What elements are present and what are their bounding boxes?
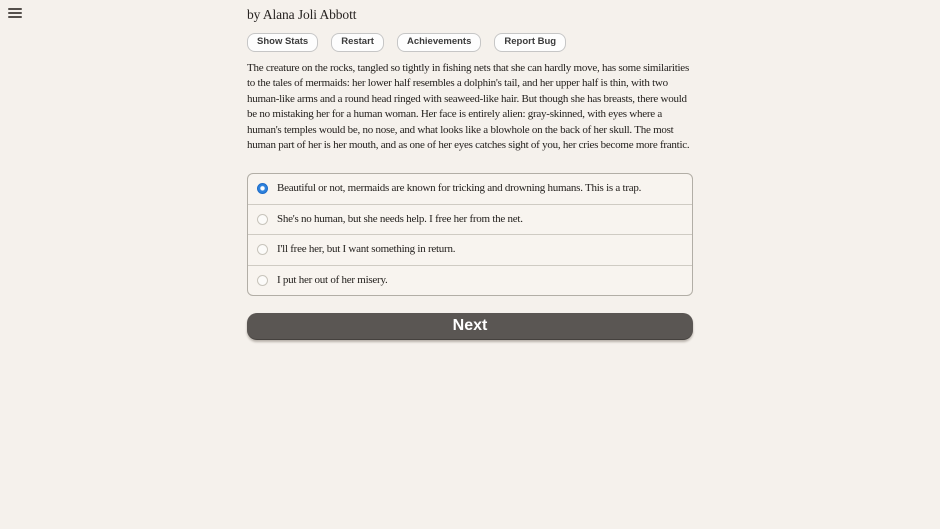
radio-button-icon[interactable] [257,244,268,255]
choice-group [247,173,693,296]
author-byline: by Alana Joli Abbott [247,7,357,22]
hamburger-bar [8,12,22,14]
choice-option[interactable] [248,204,692,235]
choice-label: She's no human, but she needs help. I free her from the net. [277,212,523,225]
choice-option[interactable] [248,174,692,204]
restart-button[interactable]: Restart [331,33,384,52]
hamburger-bar [8,16,22,18]
choice-label: I'll free her, but I want something in return. [277,243,456,256]
story-paragraph: The creature on the rocks, tangled so tightly in fishing nets that she can hardly move, has some similarities to the tales of mermaids: her lower half resembles a dolphin's tail, and her upper half is thin, with two human-like arms and a round head ringed with seaweed-like hair. But though she has breasts, there would be no mistaking her for a human woman. Her face is entirely alien: gray-skinned, with eyes where a human's temples would be, no nose, and what looks like a blowhole on the back of her skull. The most human part of her is her mouth, and as one of her eyes catches sight of you, her cries become more frantic. [247,61,690,152]
choice-option[interactable] [248,234,692,265]
radio-button-icon[interactable] [257,183,268,194]
game-toolbar [247,33,693,52]
radio-button-icon[interactable] [257,275,268,286]
show-stats-button[interactable]: Show Stats [247,33,318,52]
hamburger-menu-icon[interactable] [8,8,22,20]
achievements-button[interactable]: Achievements [397,33,481,52]
choice-label: Beautiful or not, mermaids are known for tricking and drowning humans. This is a trap. [277,182,642,195]
report-bug-button[interactable]: Report Bug [494,33,566,52]
next-button[interactable]: Next [247,313,693,340]
radio-button-icon[interactable] [257,214,268,225]
hamburger-bar [8,8,22,10]
choice-option[interactable] [248,265,692,296]
game-column [247,0,693,340]
choice-label: I put her out of her misery. [277,273,388,286]
